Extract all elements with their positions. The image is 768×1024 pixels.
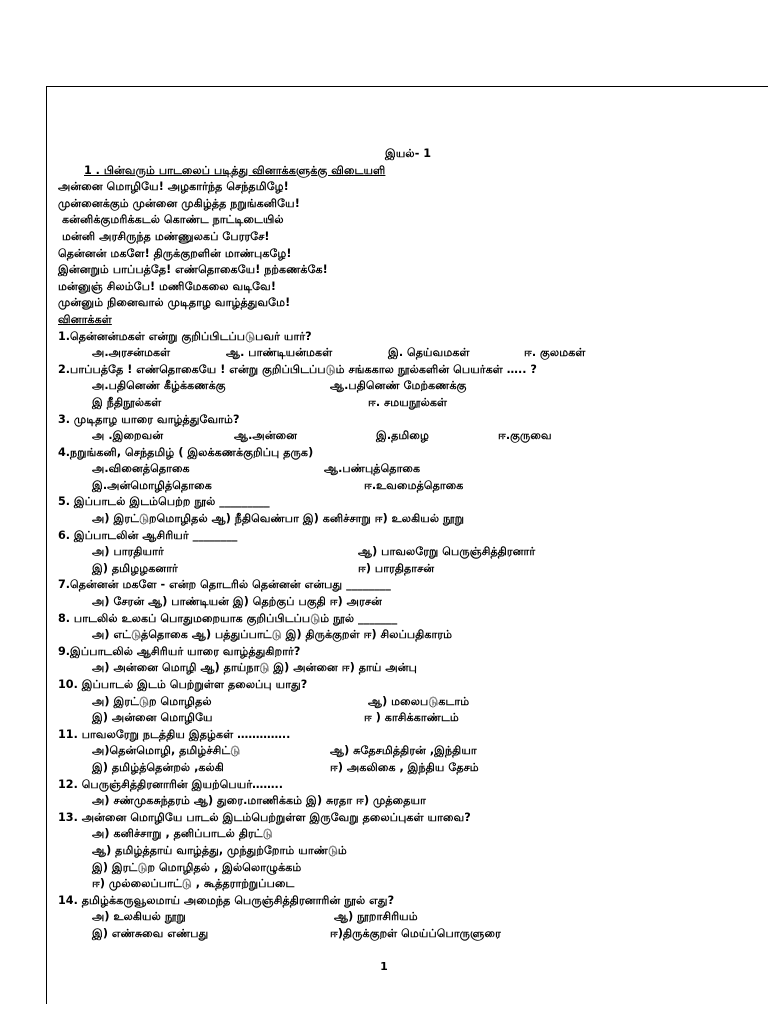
question-3: 3. முடிதாழ யாரை வாழ்த்துவோம்? [58,412,240,426]
option: இ) தமிழ்த்தென்றல் ,கல்கி [92,760,224,774]
options-row [58,743,758,760]
option: ஈ) அகலிகை , இந்திய தேசம் [330,760,479,774]
options-row: அ) அன்னை மொழி ஆ) தாய்நாடு இ) அன்னை ஈ) தாய் அன்பு [92,661,417,675]
option: ஆ) நூறாசிரியம் [334,910,418,924]
option: ஈ.உவமைத்தொகை [364,478,464,492]
options-row [58,710,758,727]
options-row [58,909,758,926]
question-14: 14. தமிழ்க்கருவூலமாய் அமைந்த பெருஞ்சித்திரனாரின் நூல் எது? [58,893,395,907]
option: அ.அரசன்மகள் [92,346,171,360]
option: ஆ.பண்புத்தொகை [324,462,421,476]
question-6: 6. இப்பாடலின் ஆசிரியர் ________ [58,528,238,542]
option: அ) இரட்டுற மொழிதல் [92,694,212,708]
poem-line: அன்னை மொழியே! அழகார்ந்த செந்தமிழே! [58,180,289,194]
option: இ) எண்சுவை எண்பது [92,926,209,940]
poem-line: இன்னறும் பாப்பத்தே! எண்தொகையே! நற்கணக்கே! [58,263,328,277]
options-row [58,561,758,578]
options-row: அ) சண்முகசுந்தரம் ஆ) துரை.மாணிக்கம் இ) சுரதா ஈ) முத்தையா [92,794,426,808]
question-11: 11. பாவலரேறு நடத்திய இதழ்கள் ………….. [58,727,291,741]
poem-line: முன்னும் நினைவால் முடிதாழ வாழ்த்துவமே! [58,296,291,310]
options-row [58,461,758,478]
option: ஆ) மலைபடுகடாம் [368,694,470,708]
option: இ) அன்னை மொழியே [92,711,213,725]
question-1: 1.தென்னன்மகள் என்று குறிப்பிடப்படுபவர் யார்? [58,329,312,343]
option: ஈ) முல்லைப்பாட்டு , கூத்தராற்றுப்படை [92,877,295,891]
option: இ) இரட்டுற மொழிதல் , இல்லொழுக்கம் [92,860,302,874]
option: ஆ.அன்னை [234,429,298,443]
document-body [58,146,758,943]
option: ஆ) பாவலரேறு பெருஞ்சித்திரனார் [358,545,536,559]
option: இ நீதிநூல்கள் [92,395,162,409]
options-row [58,428,758,445]
question-10: 10. இப்பாடல் இடம் பெற்றுள்ள தலைப்பு யாது? [58,678,308,691]
option: ஈ)திருக்குறள் மெய்ப்பொருளுரை [330,926,501,940]
option: இ) தமிழழகனார் [92,561,178,575]
question-2: 2.பாப்பத்தே ! எண்தொகையே ! என்று குறிப்பிடப்படும் சங்ககால நூல்களின் பெயர்கள் ….. ? [58,362,537,376]
option: அ .இறைவன் [92,429,164,443]
option: அ) உலகியல் நூறு [92,910,186,924]
poem-line: தென்னன் மகளே! திருக்குறளின் மாண்புகழே! [58,246,292,260]
options-row [58,345,758,362]
unit-title: இயல்- 1 [384,147,432,160]
option: அ.பதினெண் கீழ்க்கணக்கு [92,379,226,393]
poem-line: மன்னி அரசிருந்த மண்ணுலகப் பேரரசே! [62,229,270,243]
question-8: 8. பாடலில் உலகப் பொதுமறையாக குறிப்பிடப்படும் நூல் _______ [58,611,398,625]
option: ஈ. குலமகள் [524,346,586,360]
options-row [58,544,758,561]
option: அ) கனிச்சாறு , தனிப்பாடல் திரட்டு [92,827,273,841]
question-13: 13. அன்னை மொழியே பாடல் இடம்பெற்றுள்ள இருவேறு தலைப்புகள் யாவை? [58,810,471,824]
page-border-left [46,86,47,1004]
instruction: 1 . பின்வரும் பாடலைப் படித்து வினாக்களுக்கு விடையளி [84,163,386,177]
option: ஈ ) காசிக்காண்டம் [364,711,459,725]
options-row [58,694,758,711]
option: இ.அன்மொழித்தொகை [92,478,212,492]
question-9: 9.இப்பாடலில் ஆசிரியர் யாரை வாழ்த்துகிறார்? [58,644,301,658]
options-row [58,760,758,777]
options-row [58,378,758,395]
options-row: அ) இரட்டுறமொழிதல் ஆ) நீதிவெண்பா இ) கனிச்சாறு ஈ) உலகியல் நூறு [92,512,465,526]
option: ஈ. சமயநூல்கள் [368,395,448,409]
question-7: 7.தென்னன் மகளே - என்ற தொடரில் தென்னன் என்பது ________ [58,578,391,592]
option: ஆ) தமிழ்த்தாய் வாழ்த்து, முந்துற்றோம் யாண்டும் [92,843,347,857]
option: ஈ.குருவை [498,429,552,443]
option: அ) பாரதியார் [92,545,164,559]
option: இ.தமிழை [376,429,430,443]
option: இ. தெய்வமகள் [388,346,470,360]
options-row [58,478,758,495]
option: ஆ.பதினெண் மேற்கணக்கு [330,379,467,393]
question-4: 4.நறுங்கனி, செந்தமிழ் ( இலக்கணக்குறிப்பு தருக) [58,445,314,459]
question-12: 12. பெருஞ்சித்திரனாரின் இயற்பெயர்…….. [58,777,284,791]
option: அ.வினைத்தொகை [92,462,190,476]
option: ஆ. பாண்டியன்மகள் [226,346,333,360]
questions-heading: வினாக்கள் [58,312,112,326]
page-border-top [46,86,768,87]
option: அ)தென்மொழி, தமிழ்ச்சிட்டு [92,744,241,758]
options-row [58,395,758,412]
option: ஈ) பாரதிதாசன் [358,561,435,575]
poem-line: மன்னுஞ் சிலம்பே! மணிமேகலை வடிவே! [58,279,276,293]
options-row: அ) சேரன் ஆ) பாண்டியன் இ) தெற்குப் பகுதி ஈ) அரசன் [92,595,382,609]
option: ஆ) சுதேசமித்திரன் ,இந்தியா [330,744,477,758]
poem-line: முன்னைக்கும் முன்னை முகிழ்த்த நறுங்கனியே! [58,196,300,210]
options-row [58,926,758,943]
poem-line: கன்னிக்குமரிக்கடல் கொண்ட நாட்டிடையில் [62,213,284,227]
page-number: 1 [380,960,388,973]
question-5: 5. இப்பாடல் இடம்பெற்ற நூல் _________ [58,495,270,509]
options-row: அ) எட்டுத்தொகை ஆ) பத்துப்பாட்டு இ) திருக்குறள் ஈ) சிலப்பதிகாரம் [92,628,453,642]
